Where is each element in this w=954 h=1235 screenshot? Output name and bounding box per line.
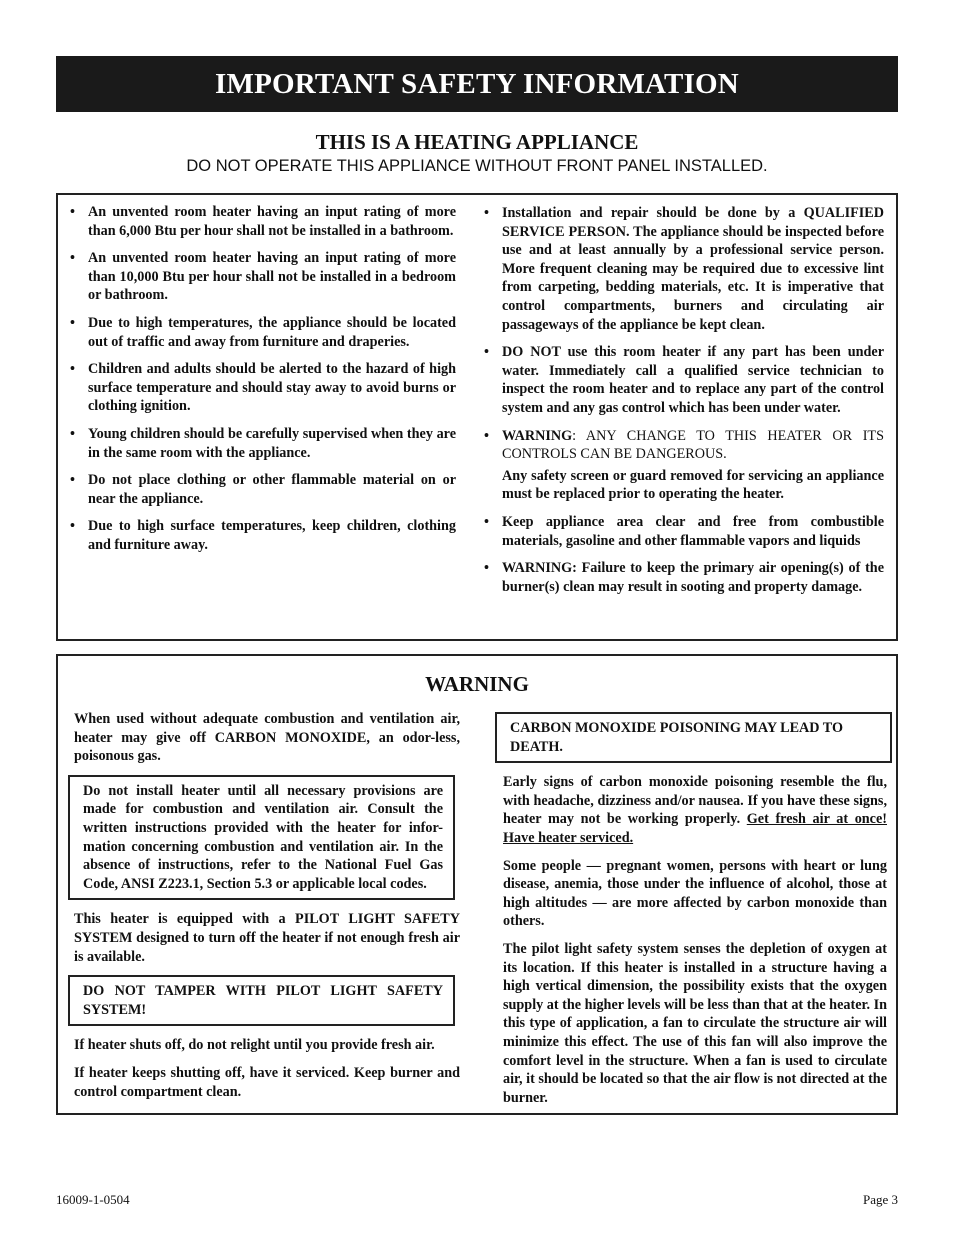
section-subtitle-front-panel: DO NOT OPERATE THIS APPLIANCE WITHOUT FRONT PANEL INSTALLED.	[186, 157, 768, 175]
paragraph	[503, 773, 887, 847]
paragraph: If heater keeps shutting off, have it serviced. Keep burner and control compartment clean.	[74, 1064, 460, 1100]
footer-doc-number: 16009-1-0504	[56, 1192, 130, 1207]
list-item: • Do not place clothing or other flammable material on or near the appliance.	[58, 471, 456, 508]
list-item: • Due to high temperatures, the appliance should be located out of traffic and away from furniture and draperies.	[58, 314, 456, 351]
page-banner-title: IMPORTANT SAFETY INFORMATION	[56, 56, 898, 112]
list-item: • Due to high surface temperatures, keep children, clothing and furniture away.	[58, 517, 456, 554]
notice-box-tamper: DO NOT TAMPER WITH PILOT LIGHT SAFETY SYSTEM!	[68, 975, 455, 1026]
list-item: • Keep appliance area clear and free from combustible materials, gasoline and other flammable vapors and liquids	[472, 513, 884, 550]
warning-right-column	[503, 712, 887, 1116]
warning-detail-text: Any safety screen or guard removed for servicing an appliance must be replaced prior to operating the heater.	[502, 467, 884, 503]
paragraph-text: Early signs of carbon monoxide poisoning resemble the flu, with headache, dizziness and/or nausea. If you have these signs, heater may not be working properly.	[503, 774, 887, 828]
list-item: • WARNING: Failure to keep the primary air opening(s) of the burner(s) clean may result in sooting and property damage.	[472, 559, 884, 596]
notice-box-co-poisoning: CARBON MONOXIDE POISONING MAY LEAD TO DEATH.	[495, 712, 892, 763]
section-title-heating: THIS IS A HEATING APPLIANCE	[315, 130, 639, 154]
paragraph: If heater shuts off, do not relight until you provide fresh air.	[74, 1037, 435, 1054]
warning-left-column	[74, 710, 460, 1110]
list-item: • DO NOT use this room heater if any part has been under water. Immediately call a qualified service technician to inspect the room heater and to replace any part of the control system and any gas control which has been under water.	[472, 343, 884, 417]
underlined-instruction: Get fresh air at once! Have heater serviced.	[503, 811, 887, 846]
paragraph: The pilot light safety system senses the depletion of oxygen at its location. If this heater is installed in a structure having a high vertical dimension, the possibility exists that the oxygen supply at the higher levels will be less than that at the heater. In this type of application, a fan to circulate the structure air will minimize this effect. The use of this fan will also improve the comfort level in the structure. When a fan is used to circulate air, it should be located so that the air flow is not directed at the burner.	[503, 940, 887, 1106]
list-item: • Children and adults should be alerted to the hazard of high surface temperature and should stay away to avoid burns or clothing ignition.	[58, 360, 456, 416]
footer-page-number: Page 3	[862, 1192, 898, 1207]
warning-title: WARNING	[425, 672, 529, 696]
list-item: • An unvented room heater having an input rating of more than 10,000 Btu per hour shall not be installed in a bedroom or bathroom.	[58, 249, 456, 305]
list-item-warning	[472, 427, 884, 504]
paragraph: Some people — pregnant women, persons with heart or lung disease, anemia, those under the influence of alcohol, those at high altitudes — are more affected by carbon monoxide than others.	[503, 857, 887, 930]
paragraph: When used without adequate combustion and ventilation air, heater may give off CARBON MONOXIDE, an odor-less, poisonous gas.	[74, 711, 460, 765]
list-item: • An unvented room heater having an input rating of more than 6,000 Btu per hour shall not be installed in a bathroom.	[58, 203, 456, 240]
notice-box-ventilation: Do not install heater until all necessary provisions are made for combustion and ventilation air. Consult the written instructions provided with the heater for infor-mation concerning combustion and ventilation air. In the absence of instructions, refer to the National Fuel Gas Code, ANSI Z223.1, Section 5.3 or applicable local codes.	[68, 775, 455, 901]
warning-label: WARNING	[502, 427, 573, 444]
safety-left-column	[58, 203, 456, 564]
warning-caps-text: : ANY CHANGE TO THIS HEATER OR ITS CONTROLS CAN BE DANGEROUS.	[502, 427, 884, 463]
paragraph: This heater is equipped with a PILOT LIGHT SAFETY SYSTEM designed to turn off the heater if not enough fresh air is available.	[74, 911, 460, 965]
list-item: • Installation and repair should be done by a QUALIFIED SERVICE PERSON. The appliance should be inspected before use and at least annually by a professional service person. More frequent cleaning may be required due to excessive lint from carpeting, bedding materials, etc. It is imperative that control compartments, burners and circulating air passageways of the appliance be kept clean.	[472, 204, 884, 334]
list-item: • Young children should be carefully supervised when they are in the same room with the appliance.	[58, 425, 456, 462]
safety-right-column	[472, 204, 884, 605]
